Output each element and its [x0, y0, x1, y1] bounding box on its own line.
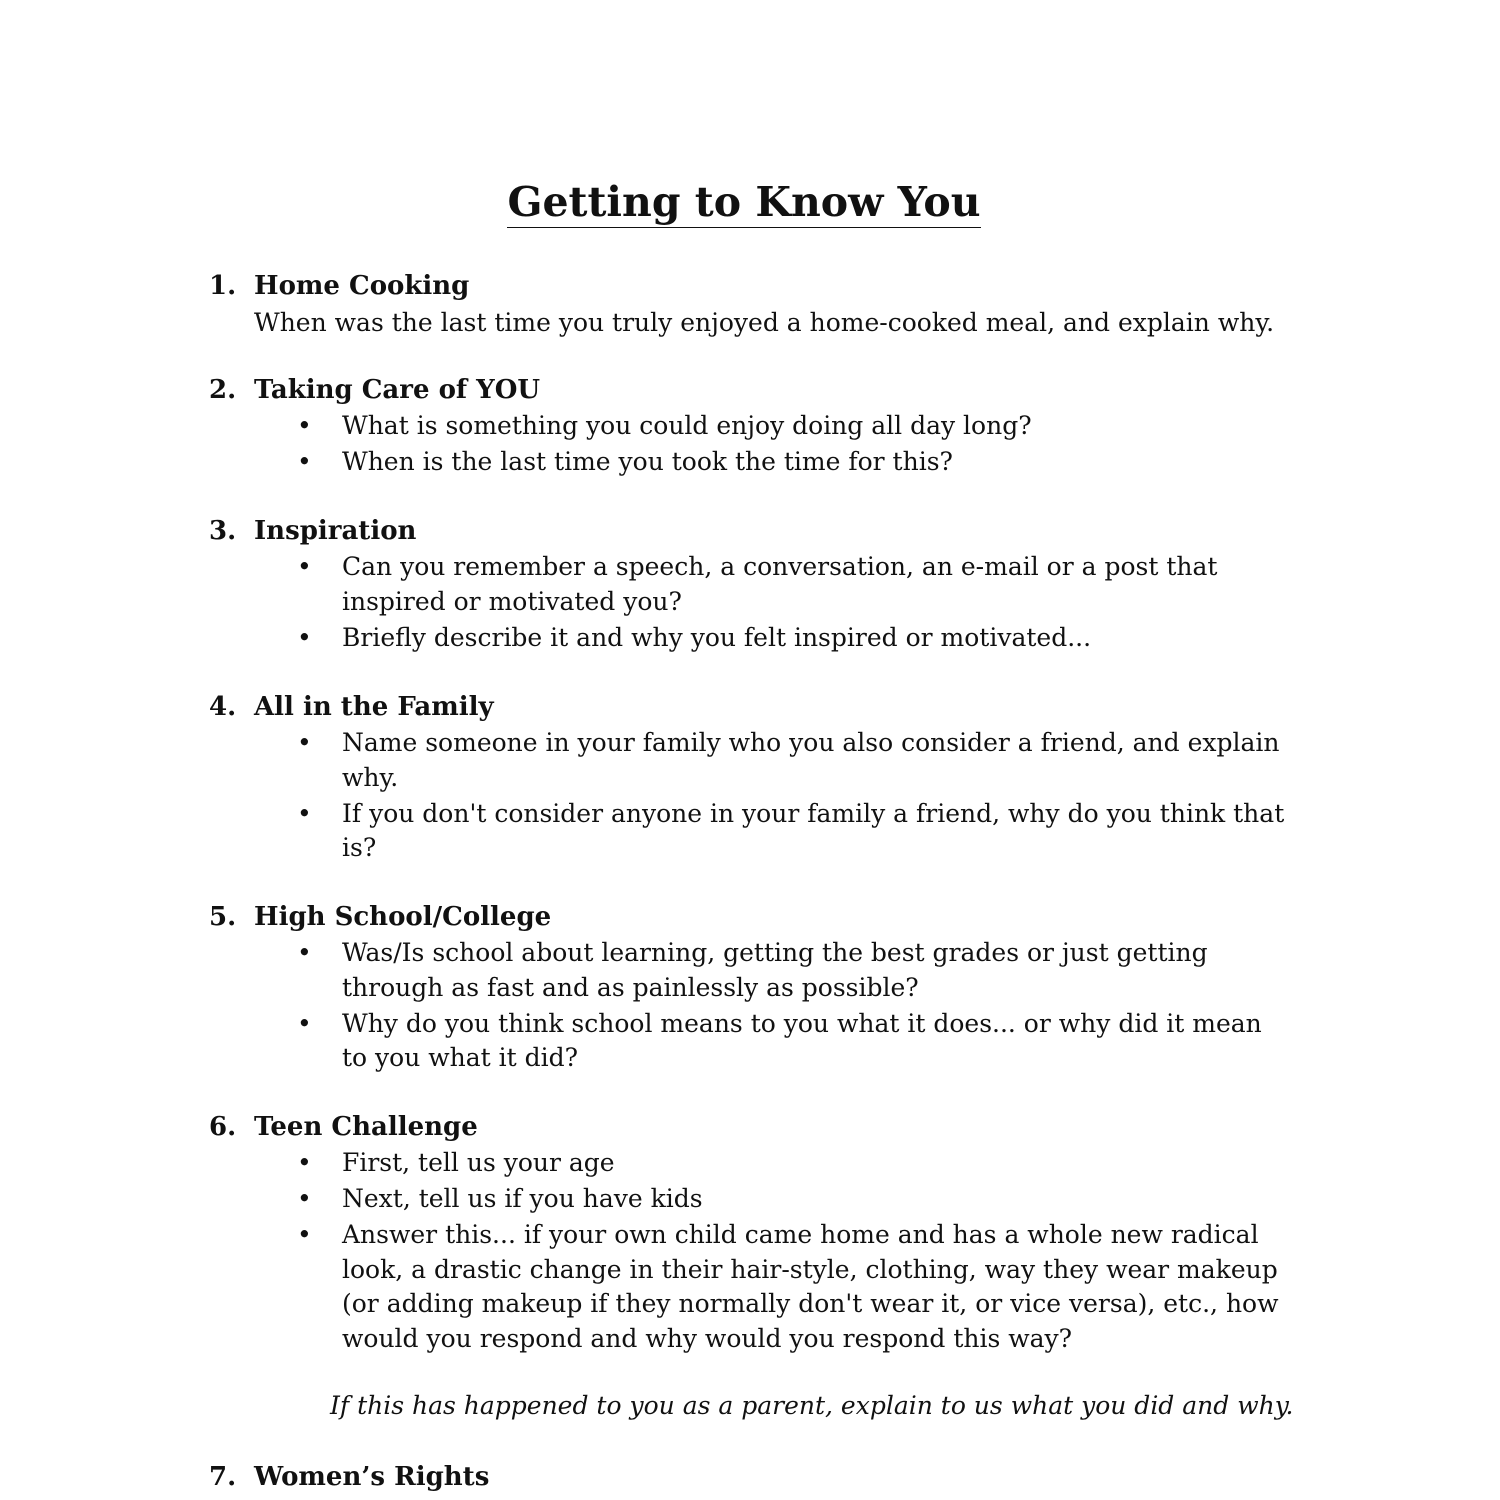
- question-5: [0, 900, 1500, 1077]
- bullet-item: • Briefly describe it and why you felt inspired or motivated...: [342, 621, 1287, 656]
- bullet-item: • Next, tell us if you have kids: [342, 1182, 1287, 1217]
- bullet-item: • Was/Is school about learning, getting the best grades or just getting through as fast and as painlessly as possible?: [297, 938, 1208, 1002]
- question-heading: [0, 900, 1500, 936]
- bullet-list: [0, 409, 1500, 480]
- question-2: [0, 373, 1500, 481]
- question-7: [0, 1460, 1500, 1496]
- italic-note: If this has happened to you as a parent, explain to us what you did and why.: [330, 1391, 1294, 1420]
- bullet-icon: •: [297, 798, 312, 828]
- question-title: High School/College: [254, 902, 552, 932]
- question-number: 2.: [209, 375, 237, 405]
- page-title: Getting to Know You: [507, 178, 981, 226]
- bullet-item: • When is the last time you took the time for this?: [342, 445, 1287, 480]
- question-heading: [0, 373, 1500, 409]
- question-title: All in the Family: [254, 692, 494, 722]
- bullet-icon: •: [297, 622, 312, 652]
- question-heading: [0, 1460, 1500, 1496]
- question-heading: [0, 690, 1500, 726]
- bullet-item: • Why do you think school means to you what it does... or why did it mean to you what it did?: [297, 1008, 1262, 1072]
- bullet-icon: •: [297, 1148, 312, 1177]
- bullet-item: • First, tell us your age: [342, 1146, 1287, 1181]
- bullet-list: [0, 726, 1500, 866]
- question-3: [0, 514, 1500, 657]
- bullet-item: • Name someone in your family who you also consider a friend, and explain why.: [297, 728, 1280, 792]
- question-heading: [0, 269, 1500, 305]
- question-title: Teen Challenge: [254, 1112, 478, 1142]
- bullet-icon: •: [297, 1220, 312, 1249]
- bullet-list: [0, 1146, 1500, 1356]
- bullet-icon: •: [297, 938, 312, 967]
- bullet-icon: •: [297, 447, 312, 476]
- question-title: Home Cooking: [254, 271, 470, 301]
- question-number: 3.: [209, 516, 237, 546]
- bullet-item: • Can you remember a speech, a conversation, an e-mail or a post that inspired or motivated you?: [297, 552, 1218, 616]
- question-number: 5.: [209, 902, 237, 932]
- bullet-icon: •: [297, 411, 312, 440]
- bullet-item: • What is something you could enjoy doing all day long?: [342, 409, 1287, 444]
- bullet-icon: •: [297, 1008, 312, 1038]
- bullet-icon: •: [297, 1184, 312, 1213]
- question-number: 1.: [209, 271, 237, 301]
- bullet-list: [0, 550, 1500, 655]
- question-text: When was the last time you truly enjoyed a home-cooked meal, and explain why.: [254, 308, 1275, 337]
- question-1: [0, 269, 1500, 340]
- question-title: Inspiration: [254, 516, 417, 546]
- bullet-list: [0, 936, 1500, 1076]
- question-6: [0, 1110, 1500, 1423]
- bullet-item: • Answer this... if your own child came home and has a whole new radical look, a drastic change in their hair-style, clothing, way they wear makeup (or adding makeup if they normally don't wear it, or vice versa), etc., how would you respond and why would you respond this way?: [297, 1220, 1279, 1353]
- question-4: [0, 690, 1500, 867]
- question-number: 6.: [209, 1112, 237, 1142]
- question-heading: [0, 1110, 1500, 1146]
- question-number: 4.: [209, 692, 237, 722]
- bullet-icon: •: [297, 552, 312, 581]
- question-number: 7.: [209, 1462, 237, 1492]
- question-title: Taking Care of YOU: [254, 375, 541, 405]
- question-title: Women’s Rights: [254, 1462, 490, 1492]
- question-heading: [0, 514, 1500, 550]
- bullet-item: • If you don't consider anyone in your family a friend, why do you think that is?: [297, 798, 1285, 862]
- bullet-icon: •: [297, 728, 312, 757]
